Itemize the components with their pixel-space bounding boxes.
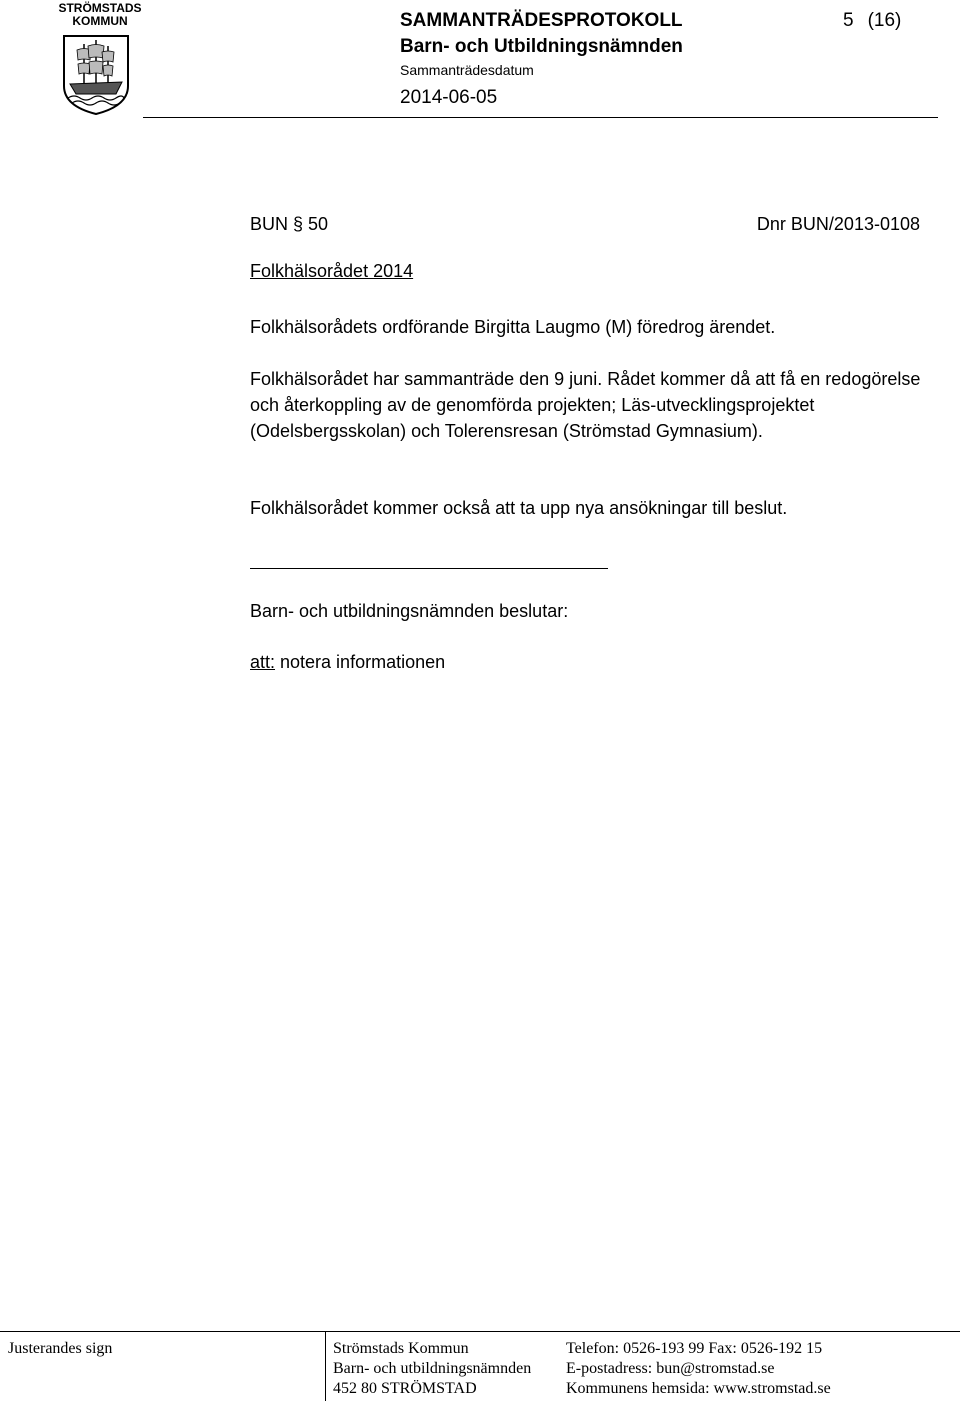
diary-number: Dnr BUN/2013-0108 — [756, 214, 920, 234]
footer-email: E-postadress: bun@stromstad.se — [566, 1360, 775, 1377]
decision-item — [250, 649, 445, 675]
footer-contact — [566, 1339, 831, 1399]
committee-name: Barn- och Utbildningsnämnden — [400, 36, 683, 57]
page-total: (16) — [867, 10, 902, 31]
paragraph-meeting-info: Folkhälsorådet har sammanträde den 9 juni. Rådet kommer då att få en redogörelse och återkoppling av de genomförda projekten; Läs-utvecklingsprojektet (Odelsbergsskolan) och Tolerensresan (Strömstad Gymnasium). — [250, 369, 921, 441]
decision-text: notera informationen — [275, 652, 446, 672]
paragraph-applications: Folkhälsorådet kommer också att ta upp nya ansökningar till beslut. — [250, 498, 788, 518]
footer-divider — [0, 1331, 960, 1332]
meeting-date-label: Sammanträdesdatum — [400, 62, 534, 78]
footer-address — [333, 1339, 531, 1399]
page-number: 5 — [843, 10, 854, 31]
decision-heading: Barn- och utbildningsnämnden beslutar: — [250, 601, 569, 621]
section-separator — [250, 568, 608, 569]
org-name-line1: STRÖMSTADS — [58, 1, 142, 15]
case-title: Folkhälsorådet 2014 — [250, 261, 414, 281]
att-label: att: — [250, 652, 276, 672]
meeting-date: 2014-06-05 — [400, 87, 498, 108]
footer-website: Kommunens hemsida: www.stromstad.se — [566, 1380, 831, 1397]
footer-phone-fax: Telefon: 0526-193 99 Fax: 0526-192 15 — [566, 1340, 823, 1357]
org-name-line2: KOMMUN — [72, 14, 128, 28]
municipal-coat-of-arms-icon — [62, 34, 130, 116]
footer-postal: 452 80 STRÖMSTAD — [333, 1380, 477, 1397]
paragraph-presentation: Folkhälsorådets ordförande Birgitta Laugmo (M) föredrog ärendet. — [250, 317, 776, 337]
signature-label: Justerandes sign — [8, 1340, 113, 1357]
document-title: SAMMANTRÄDESPROTOKOLL — [400, 10, 683, 31]
header-divider — [143, 117, 938, 118]
case-number: BUN § 50 — [250, 214, 329, 234]
footer-org: Strömstads Kommun — [333, 1340, 469, 1357]
footer-committee: Barn- och utbildningsnämnden — [333, 1360, 532, 1377]
page-indicator — [843, 10, 901, 32]
footer-column-divider — [325, 1331, 326, 1401]
organization-name — [30, 2, 170, 28]
